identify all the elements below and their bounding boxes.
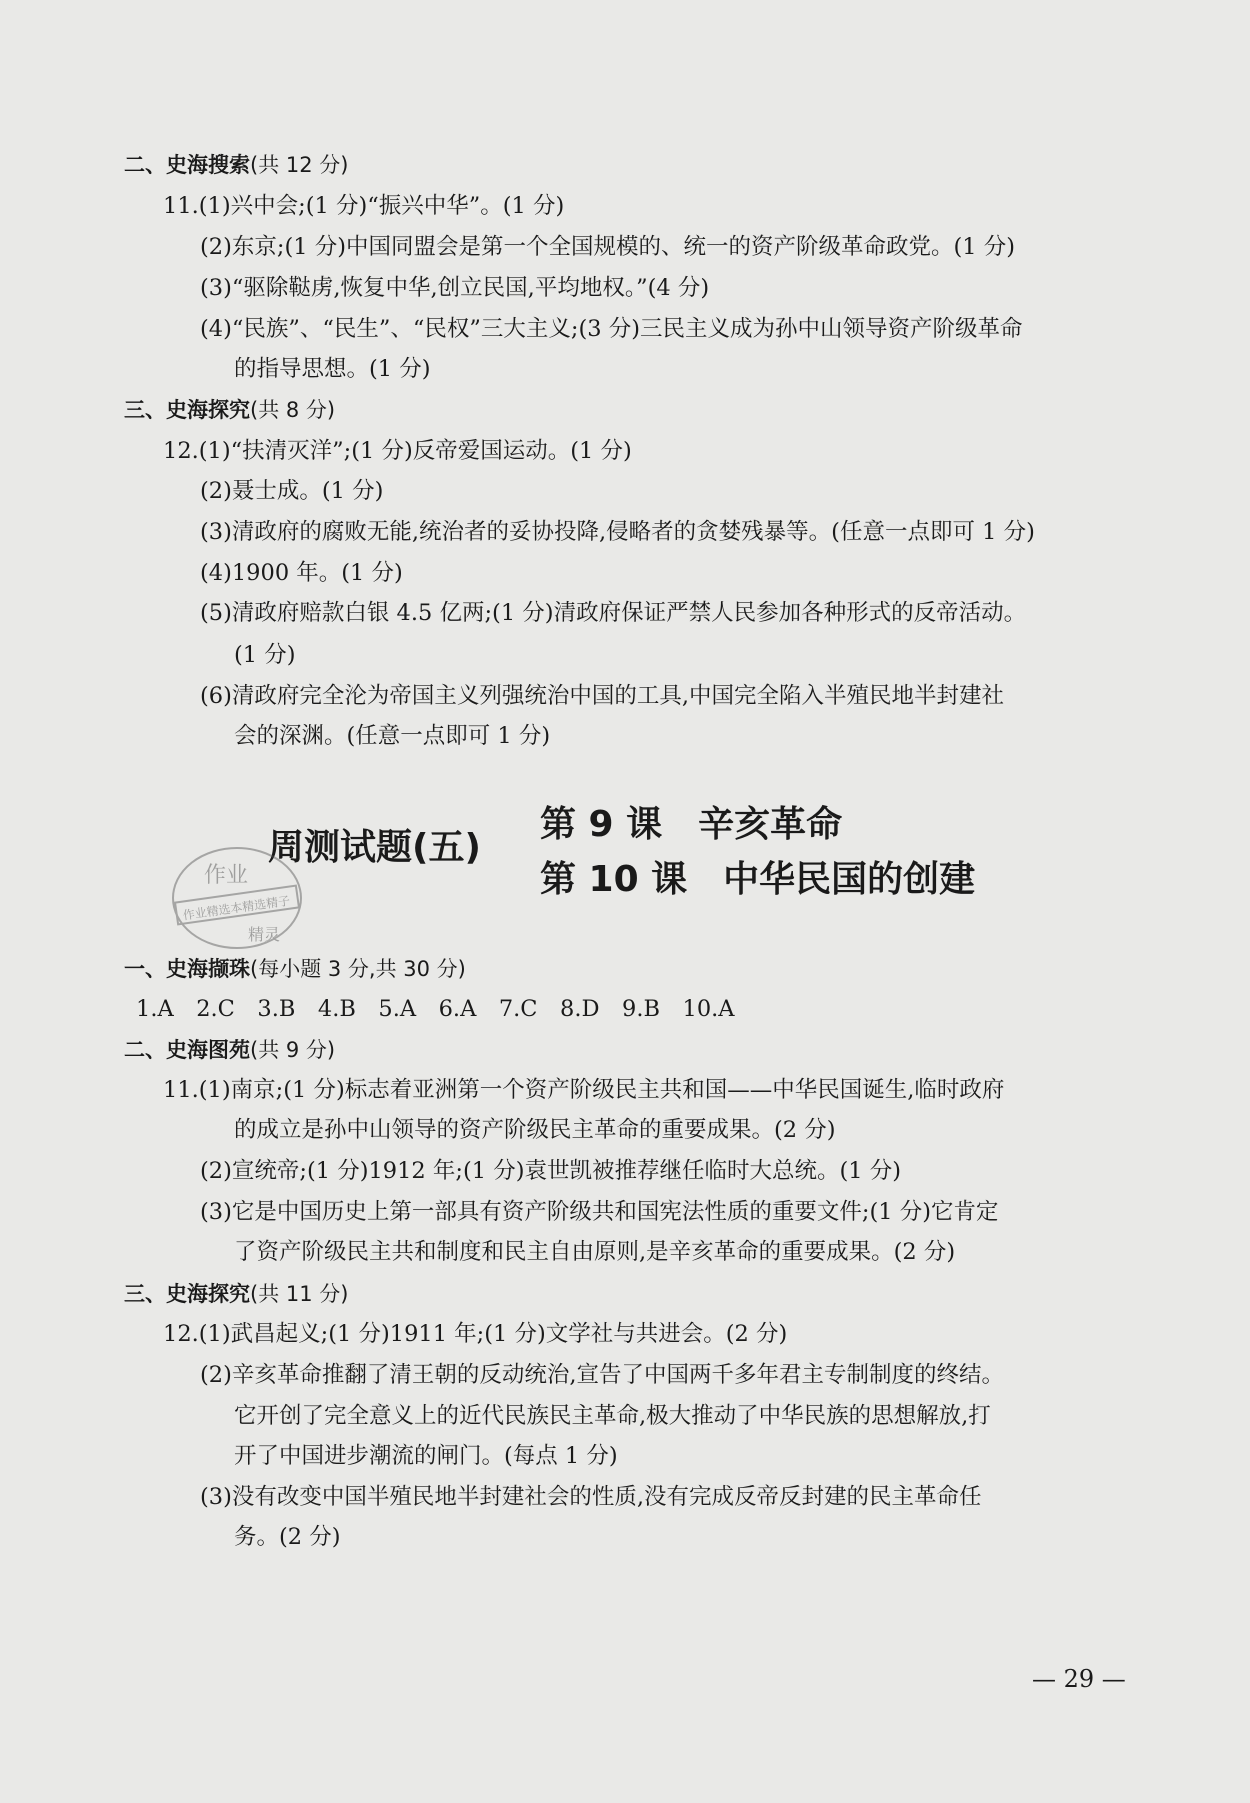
- heading-text: 二、史海图苑: [124, 1038, 250, 1062]
- heading-text: 三、史海探究: [124, 398, 250, 422]
- answer-line: (5)清政府赔款白银 4.5 亿两;(1 分)清政府保证严禁人民参加各种形式的反帝活动。: [200, 600, 1027, 626]
- answer-line: (3)清政府的腐败无能,统治者的妥协投降,侵略者的贪婪残暴等。(任意一点即可 1 分): [200, 519, 1035, 545]
- answer-line: 它开创了完全意义上的近代民族民主革命,极大推动了中华民族的思想解放,打: [234, 1403, 991, 1429]
- choice-answers: 1.A 2.C 3.B 4.B 5.A 6.A 7.C 8.D 9.B 10.A: [136, 996, 735, 1022]
- answer-line: (2)辛亥革命推翻了清王朝的反动统治,宣告了中国两千多年君主专制制度的终结。: [200, 1362, 1005, 1388]
- stamp-bottom-text: 精灵: [248, 925, 281, 944]
- test-title: 周测试题(五): [268, 827, 481, 868]
- answer-line: (4)“民族”、“民生”、“民权”三大主义;(3 分)三民主义成为孙中山领导资产阶级革命: [200, 316, 1023, 342]
- heading-note: (共 11 分): [250, 1282, 349, 1306]
- section-heading: [124, 150, 348, 180]
- answer-line: (3)“驱除鞑虏,恢复中华,创立民国,平均地权。”(4 分): [200, 275, 710, 301]
- heading-note: (共 9 分): [250, 1038, 336, 1062]
- stamp-middle-text: 作业精选本精选精子: [181, 893, 291, 923]
- answer-line: (3)它是中国历史上第一部具有资产阶级共和国宪法性质的重要文件;(1 分)它肯定: [200, 1199, 999, 1225]
- answer-line: 12.(1)武昌起义;(1 分)1911 年;(1 分)文学社与共进会。(2 分): [163, 1321, 788, 1347]
- answer-line: (2)东京;(1 分)中国同盟会是第一个全国规模的、统一的资产阶级革命政党。(1 分): [200, 234, 1016, 260]
- answer-line: 12.(1)“扶清灭洋”;(1 分)反帝爱国运动。(1 分): [163, 438, 632, 464]
- answer-line: (3)没有改变中国半殖民地半封建社会的性质,没有完成反帝反封建的民主革命任: [200, 1484, 982, 1510]
- answer-line: (6)清政府完全沦为帝国主义列强统治中国的工具,中国完全陷入半殖民地半封建社: [200, 683, 1005, 709]
- answer-line: 了资产阶级民主共和制度和民主自由原则,是辛亥革命的重要成果。(2 分): [234, 1239, 956, 1265]
- page-number: — 29 —: [1032, 1665, 1126, 1693]
- section-heading: [124, 395, 335, 425]
- answer-line: 11.(1)兴中会;(1 分)“振兴中华”。(1 分): [163, 193, 565, 219]
- answer-line: 会的深渊。(任意一点即可 1 分): [234, 723, 551, 749]
- heading-text: 二、史海搜索: [124, 153, 250, 177]
- answer-line: (4)1900 年。(1 分): [200, 560, 403, 586]
- section-heading: [124, 1035, 335, 1065]
- answer-line: (1 分): [234, 642, 296, 668]
- answer-line: 的成立是孙中山领导的资产阶级民主革命的重要成果。(2 分): [234, 1117, 836, 1143]
- answer-line: 的指导思想。(1 分): [234, 356, 431, 382]
- answer-line: (2)宣统帝;(1 分)1912 年;(1 分)袁世凯被推荐继任临时大总统。(1 分): [200, 1158, 902, 1184]
- answer-line: (2)聂士成。(1 分): [200, 478, 384, 504]
- stamp-top-text: 作业: [204, 863, 249, 888]
- answer-line: 务。(2 分): [234, 1524, 341, 1550]
- heading-note: (每小题 3 分,共 30 分): [250, 957, 466, 981]
- heading-text: 一、史海撷珠: [124, 957, 250, 981]
- watermark-stamp-icon: [168, 842, 306, 954]
- answer-line: 11.(1)南京;(1 分)标志着亚洲第一个资产阶级民主共和国——中华民国诞生,临时政府: [163, 1077, 1005, 1103]
- heading-note: (共 8 分): [250, 398, 336, 422]
- lesson-title: 第 10 课 中华民国的创建: [540, 859, 976, 900]
- section-heading: [124, 954, 466, 984]
- heading-note: (共 12 分): [250, 153, 349, 177]
- heading-text: 三、史海探究: [124, 1282, 250, 1306]
- lesson-title: 第 9 课 辛亥革命: [540, 804, 843, 845]
- section-heading: [124, 1279, 348, 1309]
- answer-line: 开了中国进步潮流的闸门。(每点 1 分): [234, 1443, 618, 1469]
